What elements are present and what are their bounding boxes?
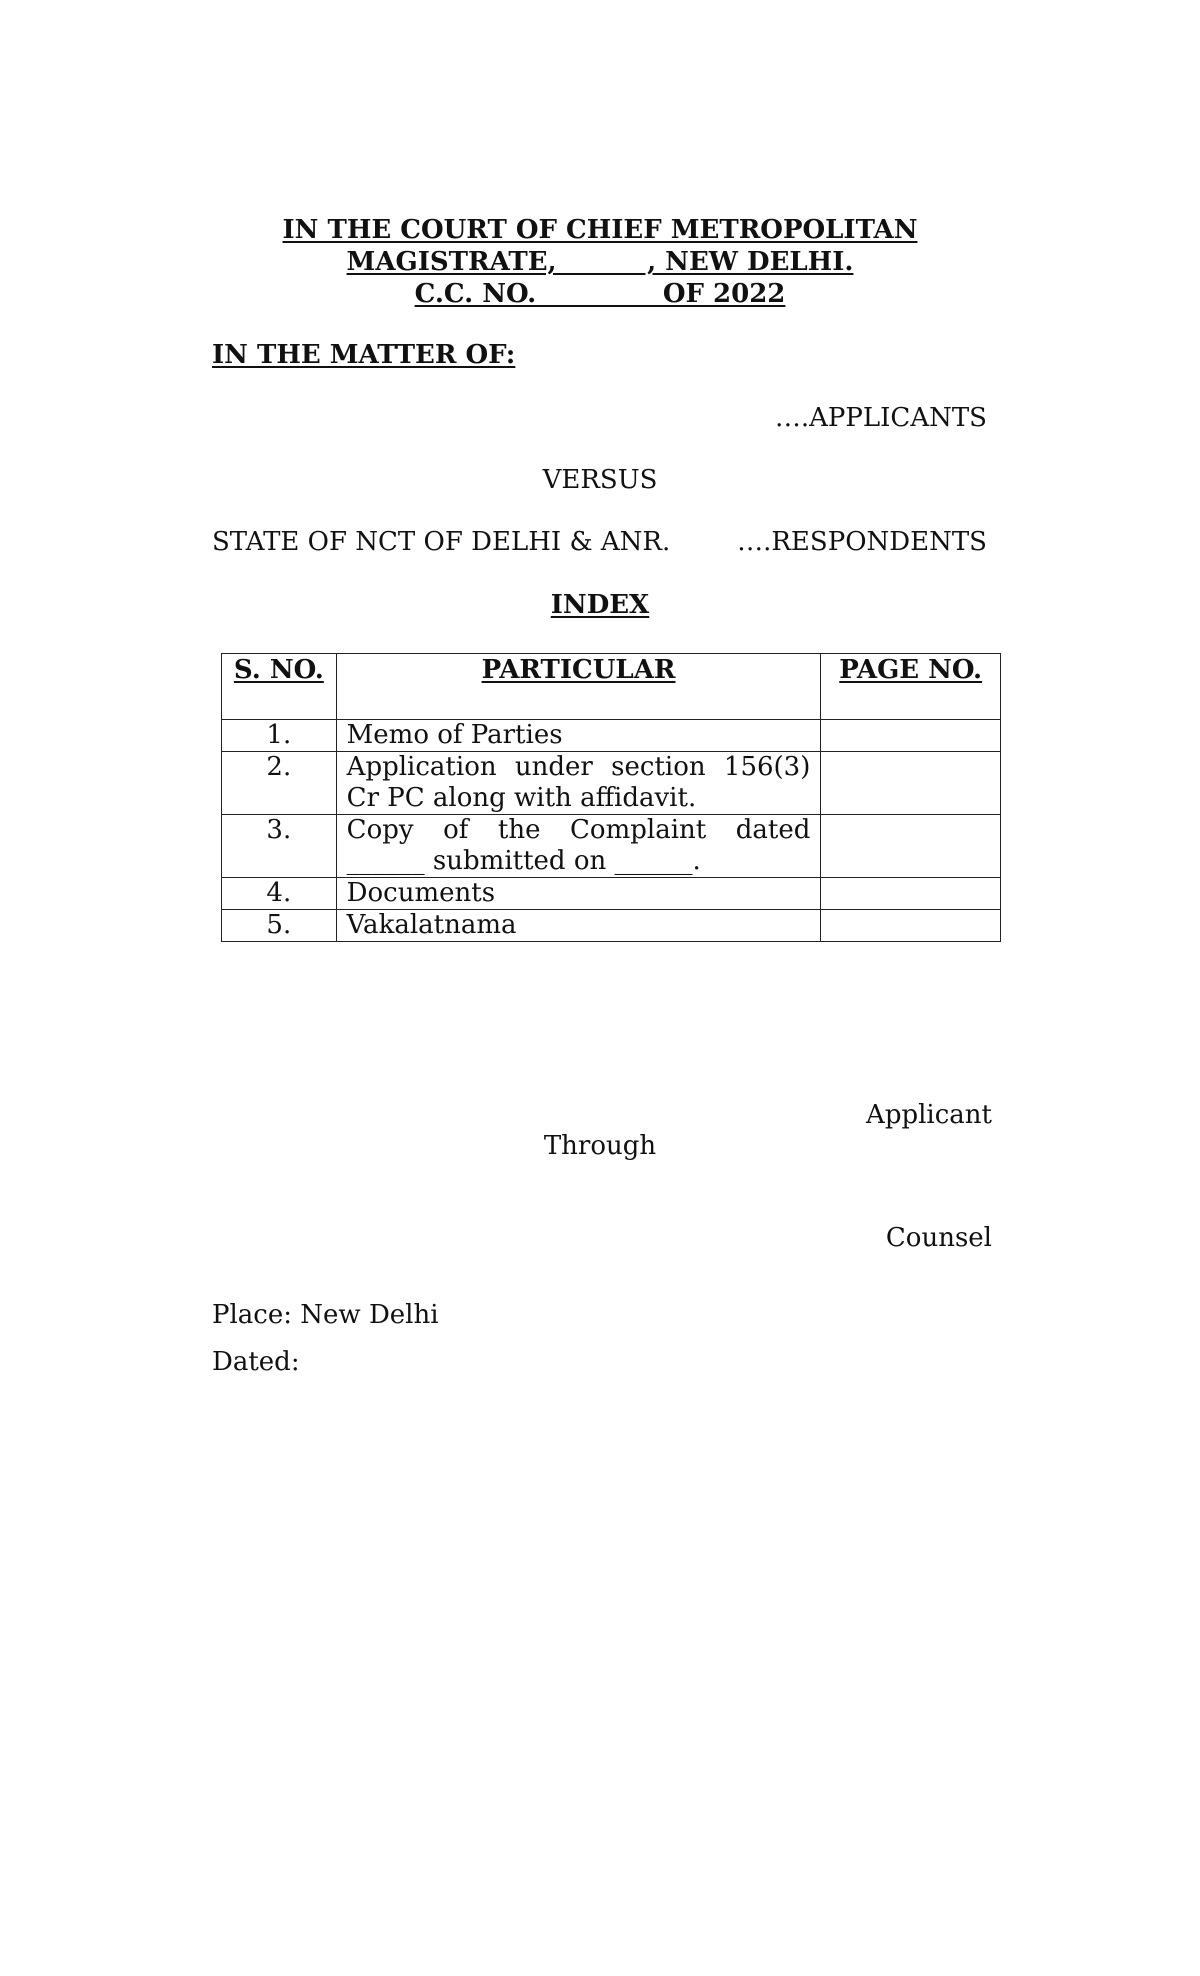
table-row [222,910,1001,942]
header-sno: S. NO. [222,654,337,720]
header-particular: PARTICULAR [336,654,821,720]
row-particular: Memo of Parties [336,720,821,752]
applicants-label: ….APPLICANTS [774,403,987,433]
row-sno: 4. [222,878,337,910]
respondents-label: ….RESPONDENTS [737,527,987,557]
row-sno: 3. [222,815,337,878]
applicant-signature-label: Applicant [866,1100,992,1130]
place-line: Place: New Delhi [212,1300,439,1330]
row-page-no [821,720,1001,752]
row-page-no [821,752,1001,815]
row-page-no [821,910,1001,942]
table-row [222,720,1001,752]
through-label: Through [543,1131,657,1161]
row-particular: Vakalatnama [336,910,821,942]
respondent-party: STATE OF NCT OF DELHI & ANR. [212,527,671,557]
row-page-no [821,815,1001,878]
index-header-row [222,654,1001,720]
matter-label: IN THE MATTER OF: [212,340,516,370]
counsel-signature-label: Counsel [885,1223,992,1253]
row-sno: 1. [222,720,337,752]
court-heading-line-1: IN THE COURT OF CHIEF METROPOLITAN [282,215,918,245]
court-heading-line-3: C.C. NO. OF 2022 [414,279,786,309]
row-page-no [821,878,1001,910]
table-row [222,878,1001,910]
row-sno: 5. [222,910,337,942]
court-heading-line-2: MAGISTRATE, , NEW DELHI. [346,247,854,277]
row-particular: Copy of the Complaint dated ______ submitted on ______. [336,815,821,878]
row-sno: 2. [222,752,337,815]
dated-line: Dated: [212,1347,300,1377]
row-particular: Application under section 156(3) Cr PC along with affidavit. [336,752,821,815]
court-heading [0,214,1200,310]
table-row [222,752,1001,815]
header-page-no: PAGE NO. [821,654,1001,720]
row-particular: Documents [336,878,821,910]
versus-label: VERSUS [542,465,658,495]
index-title: INDEX [550,590,650,620]
table-row [222,815,1001,878]
index-table [221,653,1001,942]
